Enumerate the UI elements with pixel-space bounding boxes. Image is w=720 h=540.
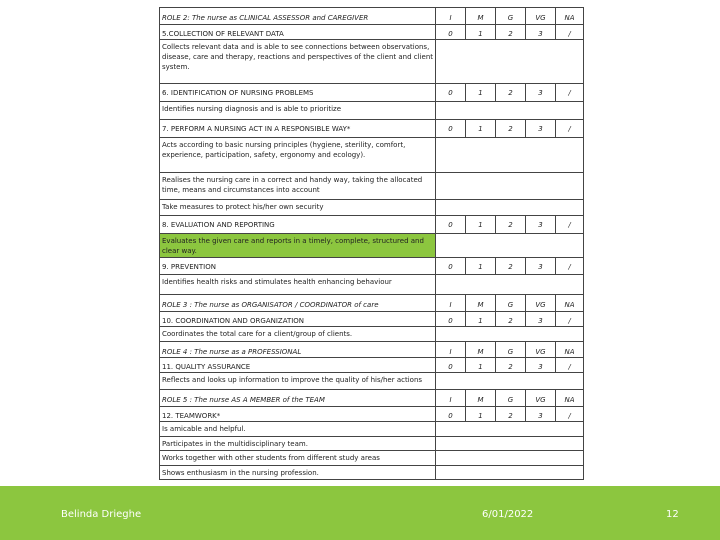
score-option-cell[interactable]: / (556, 358, 584, 373)
criterion-text: Identifies health risks and stimulates health enhancing behaviour (160, 275, 436, 295)
empty-score-cell (436, 102, 584, 120)
score-option-cell[interactable]: 3 (526, 312, 556, 327)
score-option-cell[interactable]: 2 (496, 216, 526, 234)
score-option-cell[interactable]: 0 (436, 258, 466, 275)
score-option-cell[interactable]: 0 (436, 84, 466, 102)
evaluation-table (159, 7, 584, 480)
score-option-cell[interactable]: 0 (436, 120, 466, 138)
score-option-cell[interactable]: 2 (496, 358, 526, 373)
scale-header-cell: M (466, 295, 496, 312)
empty-score-cell (436, 275, 584, 295)
criterion-row (160, 437, 584, 451)
score-option-cell[interactable]: 1 (466, 216, 496, 234)
competence-title: 9. PREVENTION (160, 258, 436, 275)
scale-header-cell: G (496, 390, 526, 407)
criterion-text: Realises the nursing care in a correct and handy way, taking the allocated time, means and circumstances into account (160, 173, 436, 200)
competence-row (160, 312, 584, 327)
role-header-row (160, 8, 584, 25)
scale-header-cell: NA (556, 390, 584, 407)
empty-score-cell (436, 200, 584, 216)
criterion-row (160, 200, 584, 216)
criterion-text: Evaluates the given care and reports in a timely, complete, structured and clear way. (160, 234, 436, 258)
scale-header-cell: I (436, 295, 466, 312)
criterion-row (160, 234, 584, 258)
scale-header-cell: VG (526, 342, 556, 358)
criterion-text: Take measures to protect his/her own security (160, 200, 436, 216)
role-title: ROLE 5 : The nurse AS A MEMBER of the TEAM (160, 390, 436, 407)
competence-row (160, 216, 584, 234)
scale-header-cell: M (466, 342, 496, 358)
criterion-text: Coordinates the total care for a client/group of clients. (160, 327, 436, 342)
empty-score-cell (436, 373, 584, 390)
score-option-cell[interactable]: 3 (526, 120, 556, 138)
score-option-cell[interactable]: 2 (496, 25, 526, 40)
score-option-cell[interactable]: 2 (496, 407, 526, 422)
score-option-cell[interactable]: 3 (526, 216, 556, 234)
role-title: ROLE 4 : The nurse as a PROFESSIONAL (160, 342, 436, 358)
score-option-cell[interactable]: / (556, 258, 584, 275)
competence-row (160, 120, 584, 138)
criterion-row (160, 173, 584, 200)
scale-header-cell: NA (556, 8, 584, 25)
score-option-cell[interactable]: 1 (466, 120, 496, 138)
score-option-cell[interactable]: 0 (436, 358, 466, 373)
scale-header-cell: I (436, 342, 466, 358)
competence-title: 5.COLLECTION OF RELEVANT DATA (160, 25, 436, 40)
scale-header-cell: G (496, 295, 526, 312)
scale-header-cell: NA (556, 342, 584, 358)
criterion-row (160, 466, 584, 480)
competence-title: 8. EVALUATION AND REPORTING (160, 216, 436, 234)
role-header-row (160, 342, 584, 358)
criterion-row (160, 373, 584, 390)
score-option-cell[interactable]: 1 (466, 312, 496, 327)
score-option-cell[interactable]: 1 (466, 407, 496, 422)
scale-header-cell: M (466, 8, 496, 25)
competence-title: 10. COORDINATION AND ORGANIZATION (160, 312, 436, 327)
criterion-row (160, 138, 584, 173)
scale-header-cell: I (436, 390, 466, 407)
score-option-cell[interactable]: 3 (526, 358, 556, 373)
score-option-cell[interactable]: / (556, 84, 584, 102)
criterion-row (160, 275, 584, 295)
score-option-cell[interactable]: 2 (496, 258, 526, 275)
criterion-text: Works together with other students from different study areas (160, 451, 436, 466)
score-option-cell[interactable]: 2 (496, 120, 526, 138)
empty-score-cell (436, 451, 584, 466)
score-option-cell[interactable]: 1 (466, 84, 496, 102)
score-option-cell[interactable]: 1 (466, 358, 496, 373)
criterion-text: Identifies nursing diagnosis and is able to prioritize (160, 102, 436, 120)
criterion-row (160, 451, 584, 466)
competence-row (160, 258, 584, 275)
criterion-row (160, 327, 584, 342)
score-option-cell[interactable]: 3 (526, 407, 556, 422)
role-title: ROLE 2: The nurse as CLINICAL ASSESSOR and CAREGIVER (160, 8, 436, 25)
score-option-cell[interactable]: 0 (436, 25, 466, 40)
empty-score-cell (436, 173, 584, 200)
score-option-cell[interactable]: / (556, 312, 584, 327)
scale-header-cell: NA (556, 295, 584, 312)
criterion-text: Shows enthusiasm in the nursing profession. (160, 466, 436, 480)
empty-score-cell (436, 327, 584, 342)
scale-header-cell: I (436, 8, 466, 25)
empty-score-cell (436, 437, 584, 451)
empty-score-cell (436, 466, 584, 480)
score-option-cell[interactable]: 0 (436, 312, 466, 327)
scale-header-cell: VG (526, 8, 556, 25)
competence-row (160, 407, 584, 422)
competence-title: 6. IDENTIFICATION OF NURSING PROBLEMS (160, 84, 436, 102)
competence-title: 7. PERFORM A NURSING ACT IN A RESPONSIBLE WAY* (160, 120, 436, 138)
criterion-text: Is amicable and helpful. (160, 422, 436, 437)
scale-header-cell: M (466, 390, 496, 407)
criterion-row (160, 102, 584, 120)
footer-author: Belinda Drieghe (61, 509, 142, 520)
footer-page-number: 12 (666, 509, 679, 520)
score-option-cell[interactable]: / (556, 407, 584, 422)
score-option-cell[interactable]: 0 (436, 216, 466, 234)
empty-score-cell (436, 40, 584, 84)
criterion-text: Reflects and looks up information to improve the quality of his/her actions (160, 373, 436, 390)
competence-row (160, 358, 584, 373)
empty-score-cell (436, 234, 584, 258)
criterion-text: Acts according to basic nursing principles (hygiene, sterility, comfort, experience, participation, safety, ergonomy and ecology). (160, 138, 436, 173)
scale-header-cell: G (496, 342, 526, 358)
role-header-row (160, 390, 584, 407)
score-option-cell[interactable]: 3 (526, 84, 556, 102)
criterion-text: Participates in the multidisciplinary team. (160, 437, 436, 451)
score-option-cell[interactable]: 1 (466, 258, 496, 275)
empty-score-cell (436, 138, 584, 173)
score-option-cell[interactable]: / (556, 25, 584, 40)
score-option-cell[interactable]: 3 (526, 25, 556, 40)
criterion-row (160, 422, 584, 437)
role-title: ROLE 3 : The nurse as ORGANISATOR / COORDINATOR of care (160, 295, 436, 312)
criterion-row (160, 40, 584, 84)
score-option-cell[interactable]: 3 (526, 258, 556, 275)
criterion-text: Collects relevant data and is able to see connections between observations, disease, care and therapy, reactions and perspectives of the client and client system. (160, 40, 436, 84)
score-option-cell[interactable]: 2 (496, 84, 526, 102)
role-header-row (160, 295, 584, 312)
score-option-cell[interactable]: / (556, 120, 584, 138)
score-option-cell[interactable]: 2 (496, 312, 526, 327)
scale-header-cell: G (496, 8, 526, 25)
scale-header-cell: VG (526, 295, 556, 312)
footer-date: 6/01/2022 (482, 509, 534, 520)
competence-row (160, 84, 584, 102)
competence-title: 12. TEAMWORK* (160, 407, 436, 422)
score-option-cell[interactable]: 0 (436, 407, 466, 422)
score-option-cell[interactable]: / (556, 216, 584, 234)
empty-score-cell (436, 422, 584, 437)
scale-header-cell: VG (526, 390, 556, 407)
score-option-cell[interactable]: 1 (466, 25, 496, 40)
competence-row (160, 25, 584, 40)
competence-title: 11. QUALITY ASSURANCE (160, 358, 436, 373)
